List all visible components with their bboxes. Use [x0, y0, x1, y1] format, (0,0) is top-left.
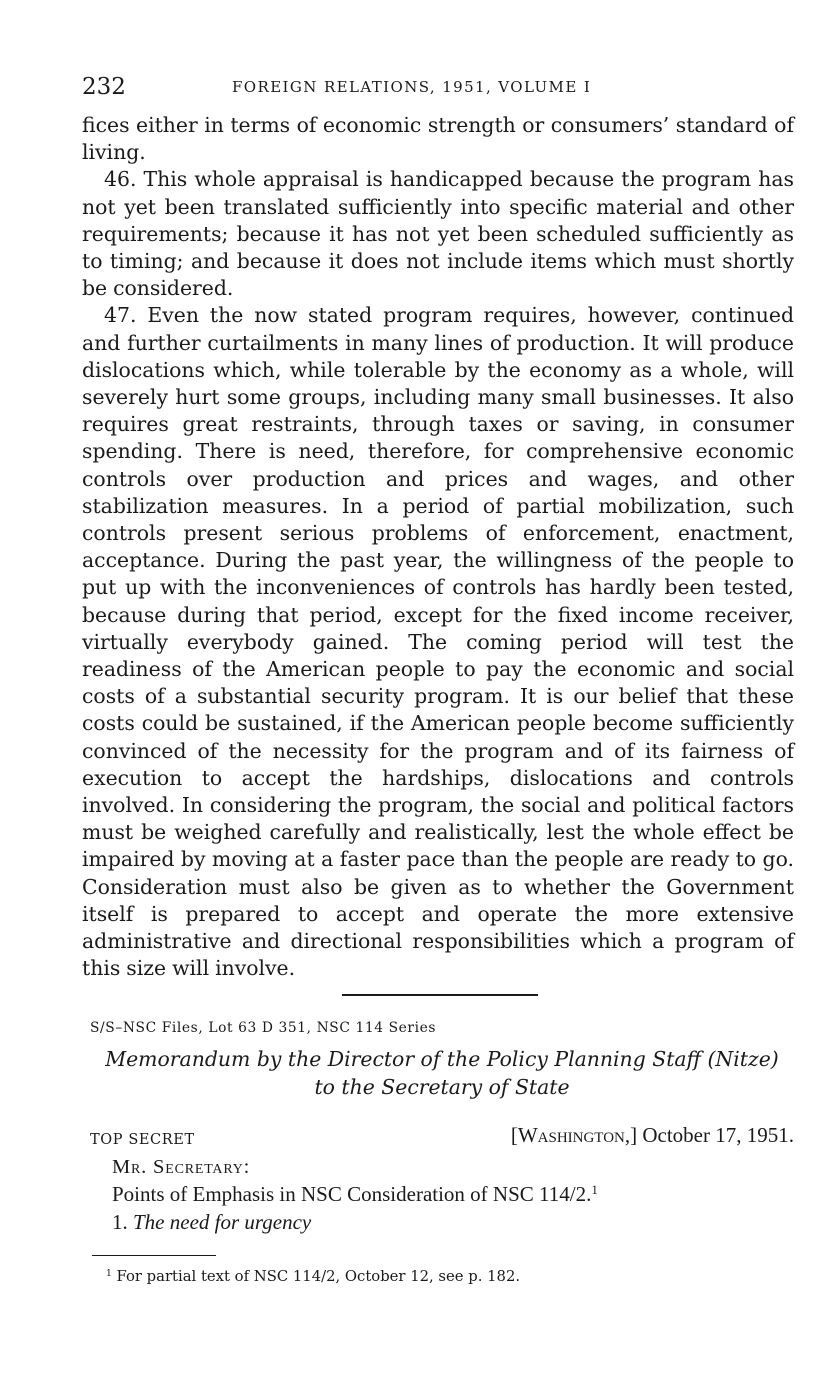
- document-title: [86, 1045, 798, 1101]
- paragraph-47: 47. Even the now stated program requires, however, continued and further curtailments in many lines of production. It will produce dislocations which, while tolerable by the economy as a whole, will severely hurt some groups, including many small businesses. It also requires great restraints, through taxes or saving, in consumer spending. There is need, therefore, for comprehensive economic controls over production and prices and wages, and other stabilization measures. In a period of partial mobilization, such controls present serious problems of enforcement, enactment, acceptance. During the past year, the willingness of the people to put up with the inconveniences of controls has hardly been tested, because during that period, except for the fixed income receiver, virtually everybody gained. The coming period will test the readiness of the American people to pay the economic and social costs of a substantial security program. It is our belief that these costs could be sustained, if the American people become sufficiently convinced of the necessity for the program and of its fairness of execution to accept the hardships, dislocations and controls involved. In considering the program, the social and political factors must be weighed carefully and realistically, lest the whole effect be impaired by moving at a faster pace than the people are ready to go. Consideration must also be given as to whether the Government itself is prepared to accept and operate the more extensive administrative and directional responsibilities which a program of this size will involve.: [82, 303, 794, 981]
- document-title-line-1: Memorandum by the Director of the Policy Planning Staff (Nitze): [105, 1047, 779, 1071]
- item-number: 1.: [112, 1210, 133, 1234]
- source-citation: S/S–NSC Files, Lot 63 D 351, NSC 114 Series: [90, 1020, 437, 1036]
- running-head: FOREIGN RELATIONS, 1951, VOLUME I: [232, 78, 592, 96]
- dateline: [511, 1123, 794, 1148]
- footnote: [106, 1268, 520, 1285]
- footnote-marker: 1: [106, 1268, 112, 1279]
- footnote-text: For partial text of NSC 114/2, October 12, see p. 182.: [111, 1268, 521, 1286]
- dateline-place: [Washington,]: [510, 1123, 638, 1147]
- paragraph-46: 46. This whole appraisal is handicapped because the program has not yet been translated sufficiently into specific material and other requirements; because it has not yet been scheduled sufficiently as to timing; and because it does not include items which must shortly be considered.: [82, 167, 794, 301]
- classification-marking: TOP SECRET: [90, 1132, 195, 1148]
- paragraph-continued: fices either in terms of economic strength or consumers’ standard of living.: [82, 113, 794, 165]
- page-number: 232: [82, 74, 126, 100]
- points-of-emphasis-text: Points of Emphasis in NSC Consideration of NSC 114/2.: [112, 1182, 592, 1207]
- footnote-reference: 1: [591, 1182, 598, 1197]
- document-title-line-2: to the Secretary of State: [314, 1075, 570, 1099]
- page-header: [82, 74, 794, 104]
- footnote-divider: [92, 1255, 216, 1256]
- item-title: The need for urgency: [133, 1210, 312, 1234]
- section-divider: [342, 994, 538, 996]
- points-of-emphasis: [112, 1182, 598, 1207]
- salutation: Mr. Secretary:: [112, 1156, 251, 1178]
- dateline-date: October 17, 1951.: [637, 1123, 794, 1147]
- body-text: [82, 112, 794, 983]
- numbered-item: [112, 1210, 311, 1235]
